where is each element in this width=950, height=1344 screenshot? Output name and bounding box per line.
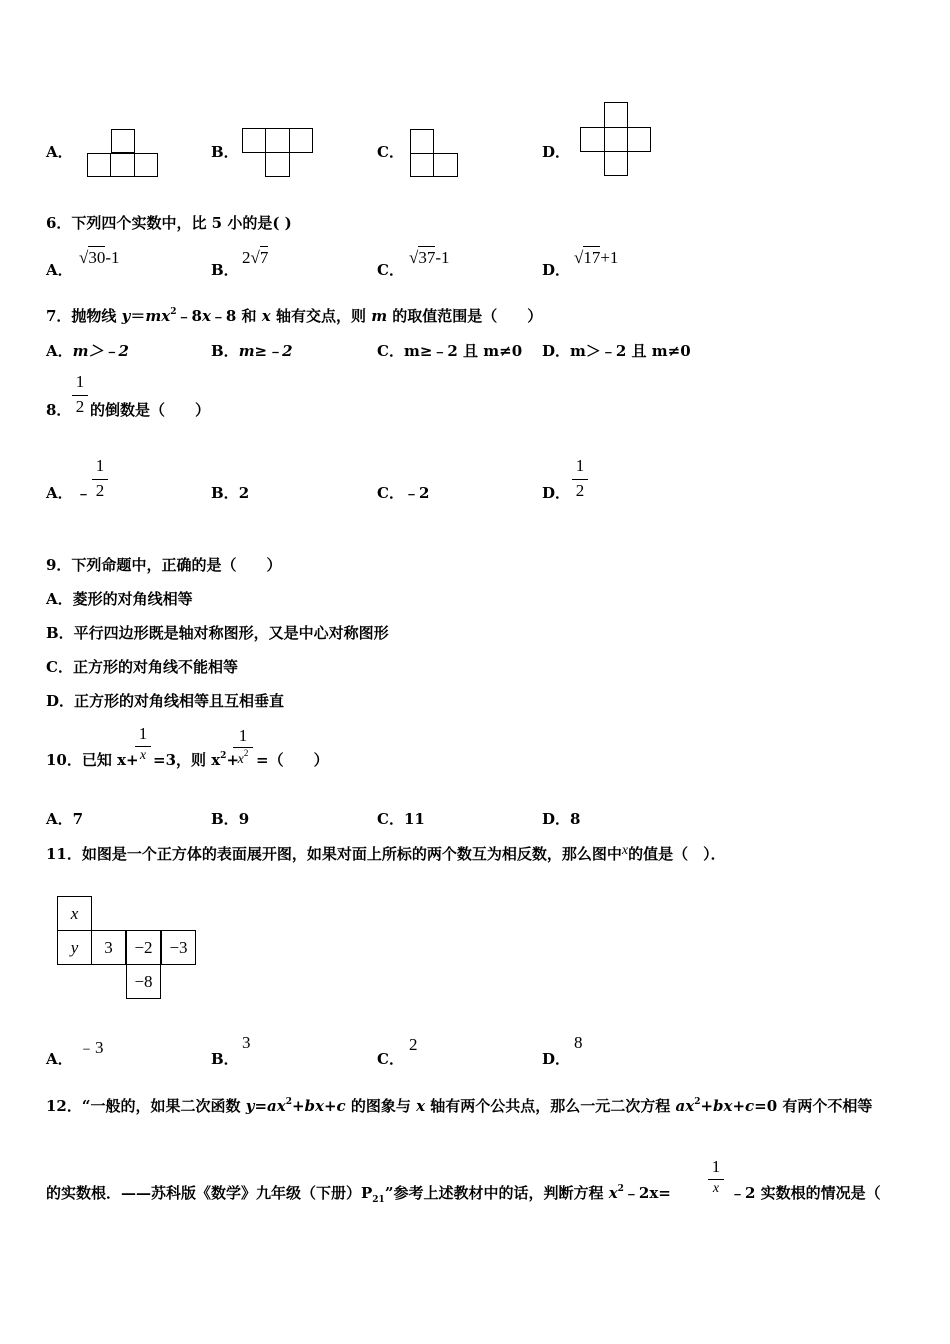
q7-option-a: A．m＞﹣2 [46,342,129,360]
q10-option-d: D．8 [542,810,581,828]
net-cell-neg3: −3 [161,930,196,965]
q6-option-a-label: A． [46,261,73,279]
q10-stem-d: =（ ） [256,751,329,769]
q10-stem-b: =3，则 $x^2+$ [153,751,240,769]
q5-option-d-label: D． [542,143,571,161]
q7-option-b: B．m≥﹣2 [211,342,293,360]
q8-option-a-fraction: 1 2 [92,456,108,504]
q11-option-d-value: 8 [574,1033,583,1052]
q5-option-a-label: A． [46,143,73,161]
q11-option-b-label: B． [211,1050,239,1068]
q7-stem: 7．抛物线 $y=mx^2﹣8x﹣8$ 和 x 轴有交点，则 m 的取值范围是（ ） [46,307,543,325]
q11-option-a-label: A． [46,1050,73,1068]
q8-number: 8． [46,401,72,419]
q6-option-b-value: 2√7 [242,248,269,267]
q8-option-c: C．﹣2 [377,484,430,502]
q9-option-a: A．菱形的对角线相等 [46,590,193,608]
q9-option-c: C．正方形的对角线不能相等 [46,658,238,676]
q6-option-d-label: D． [542,261,571,279]
q5-option-c-label: C． [377,143,404,161]
q6-stem: 6．下列四个实数中，比 5 小的是( ) [46,214,292,232]
q7-option-d: D．m＞﹣2 且 m≠0 [542,342,691,360]
q11-option-c-label: C． [377,1050,404,1068]
q9-option-d: D．正方形的对角线相等且互相垂直 [46,692,285,710]
net-cell-y: y [57,930,92,965]
q5-option-b-label: B． [211,143,239,161]
q6-option-c-label: C． [377,261,404,279]
net-cell-3: 3 [91,930,126,965]
q7-option-c: C．m≥﹣2 且 m≠0 [377,342,523,360]
q12-fraction: 1 x [708,1157,724,1205]
q10-fraction-2: 1 $x^2$ [233,726,253,774]
q8-option-d-label: D． [542,484,571,502]
q6-option-b-label: B． [211,261,239,279]
q6-option-c-value: √37-1 [409,248,450,267]
q8-option-b: B．2 [211,484,250,502]
q10-option-c: C．11 [377,810,425,828]
q9-stem: 9．下列命题中，正确的是（ ） [46,556,282,574]
q11-option-d-label: D． [542,1050,571,1068]
q9-option-b: B．平行四边形既是轴对称图形，又是中心对称图形 [46,624,389,642]
q10-option-a: A．7 [46,810,84,828]
q10-option-b: B．9 [211,810,250,828]
q11-option-b-value: 3 [242,1033,251,1052]
q12-line-2-end: ﹣2 实数根的情况是（ [730,1184,881,1202]
q8-option-a-sign: ﹣ [76,484,92,502]
q8-stem: 的倒数是（ ） [90,401,211,419]
net-cell-neg2: −2 [126,930,161,965]
q11-stem: 11．如图是一个正方体的表面展开图，如果对面上所标的两个数互为相反数，那么图中x的值是（ ）． [46,843,726,863]
q8-option-a-label: A． [46,484,73,502]
q12-line-2: 的实数根．——苏科版《数学》九年级（下册）$P_{21}$”参考上述教材中的话，判断方程 $x^2﹣2x=$ [46,1184,671,1205]
q8-option-d-fraction: 1 2 [572,456,588,504]
q11-option-c-value: 2 [409,1035,418,1054]
q12-line-1: 12．“一般的，如果二次函数 $y=ax^2+bx+c$ 的图象与 x 轴有两个公共点，那么一元二次方程 $ax^2+bx+c=0$ 有两个不相等 [46,1097,873,1115]
q10-stem-a: 10．已知 x+ [46,751,139,769]
q6-option-a-value: √30-1 [79,248,120,267]
q10-fraction-1: 1 x [135,724,151,772]
q8-fraction: 1 2 [72,372,88,420]
q11-option-a-value: ﹣3 [78,1038,104,1057]
q6-option-d-value: √17+1 [574,248,619,267]
net-cell-top: x [57,896,92,931]
net-cell-bottom: −8 [126,964,161,999]
